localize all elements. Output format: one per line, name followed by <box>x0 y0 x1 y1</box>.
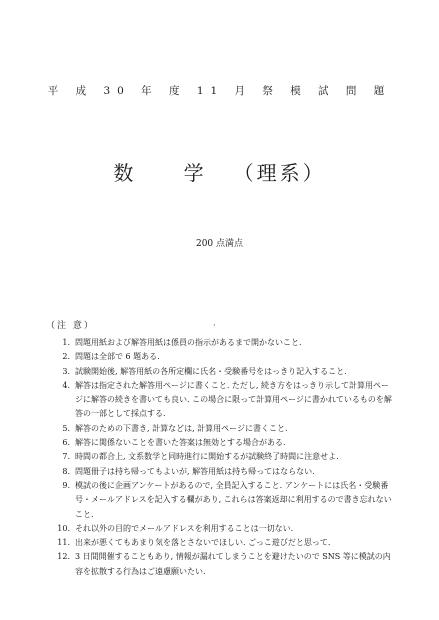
notes-list <box>54 336 394 579</box>
item-number: 12. <box>57 552 70 562</box>
center-dot: · <box>213 321 216 330</box>
item-number: 5. <box>62 423 70 433</box>
item-number: 3. <box>62 366 70 376</box>
item-text: 問題用紙および解答用紙は係員の指示があるまで開かないこと. <box>75 338 302 347</box>
list-item <box>54 536 394 550</box>
notes-heading: （注 意） <box>46 321 95 331</box>
list-item <box>54 365 394 379</box>
page-title <box>0 157 439 186</box>
list-item <box>54 465 394 479</box>
item-text: 時間の都合上, 文系数学と同時進行に開始するが試験終了時間に注意せよ. <box>75 452 339 462</box>
item-number: 11. <box>57 538 70 548</box>
item-number: 2. <box>62 352 70 362</box>
item-number: 4. <box>62 380 70 390</box>
item-number: 10. <box>57 523 70 533</box>
item-number: 8. <box>62 466 70 476</box>
title-subject: 数 学 <box>113 161 226 185</box>
item-number: 9. <box>62 480 70 490</box>
item-text: 試験開始後, 解答用紙の各所定欄に氏名・受験番号をはっきり記入すること. <box>75 366 347 376</box>
title-category: （理系） <box>233 161 326 185</box>
list-item <box>54 550 394 579</box>
item-text: 3 日間開催することもあり, 情報が漏れてしまうことを避けたいので SNS 等に模試の内容を拡散する行為はご遠慮願いたい. <box>75 552 391 576</box>
item-text: 問題冊子は持ち帰ってもよいが, 解答用紙は持ち帰ってはならない. <box>75 466 315 476</box>
list-item <box>54 522 394 536</box>
list-item <box>54 436 394 450</box>
item-number: 7. <box>62 452 70 462</box>
total-score: 200 点満点 <box>195 239 244 249</box>
exam-header: 平 成 30 年 度 11 月 祭 模 試 問 題 <box>47 85 392 97</box>
list-item <box>54 336 394 350</box>
item-text: 解答に関係ないことを書いた答案は無効とする場合がある. <box>75 438 286 448</box>
list-item <box>54 379 394 422</box>
item-number: 6. <box>62 438 70 448</box>
list-item <box>54 450 394 464</box>
item-text: 問題は全部で 6 題ある. <box>75 352 160 362</box>
item-number: 1. <box>62 338 70 347</box>
list-item <box>54 479 394 522</box>
item-text: 出来が悪くてもあまり気を落とさないでほしい. ごっこ遊びだと思って. <box>75 538 331 548</box>
list-item <box>54 422 394 436</box>
list-item <box>54 350 394 364</box>
item-text: 模試の後に企画アンケートがあるので, 全員記入すること. アンケートには氏名・受験番号・メールアドレスを記入する欄があり, これらは答案返却に利用するので書き忘れないこと. <box>75 480 392 519</box>
item-text: 解答のための下書き, 計算などは, 計算用ページに書くこと. <box>75 423 288 433</box>
item-text: それ以外の目的でメールアドレスを利用することは一切ない. <box>75 523 294 533</box>
item-text: 解答は指定された解答用ページに書くこと. ただし, 続き方をはっきり示して計算用ページに解答の続きを書いても良い. この場合に限って計算用ページに書かれているものを解答の一部として採点する. <box>75 380 392 419</box>
